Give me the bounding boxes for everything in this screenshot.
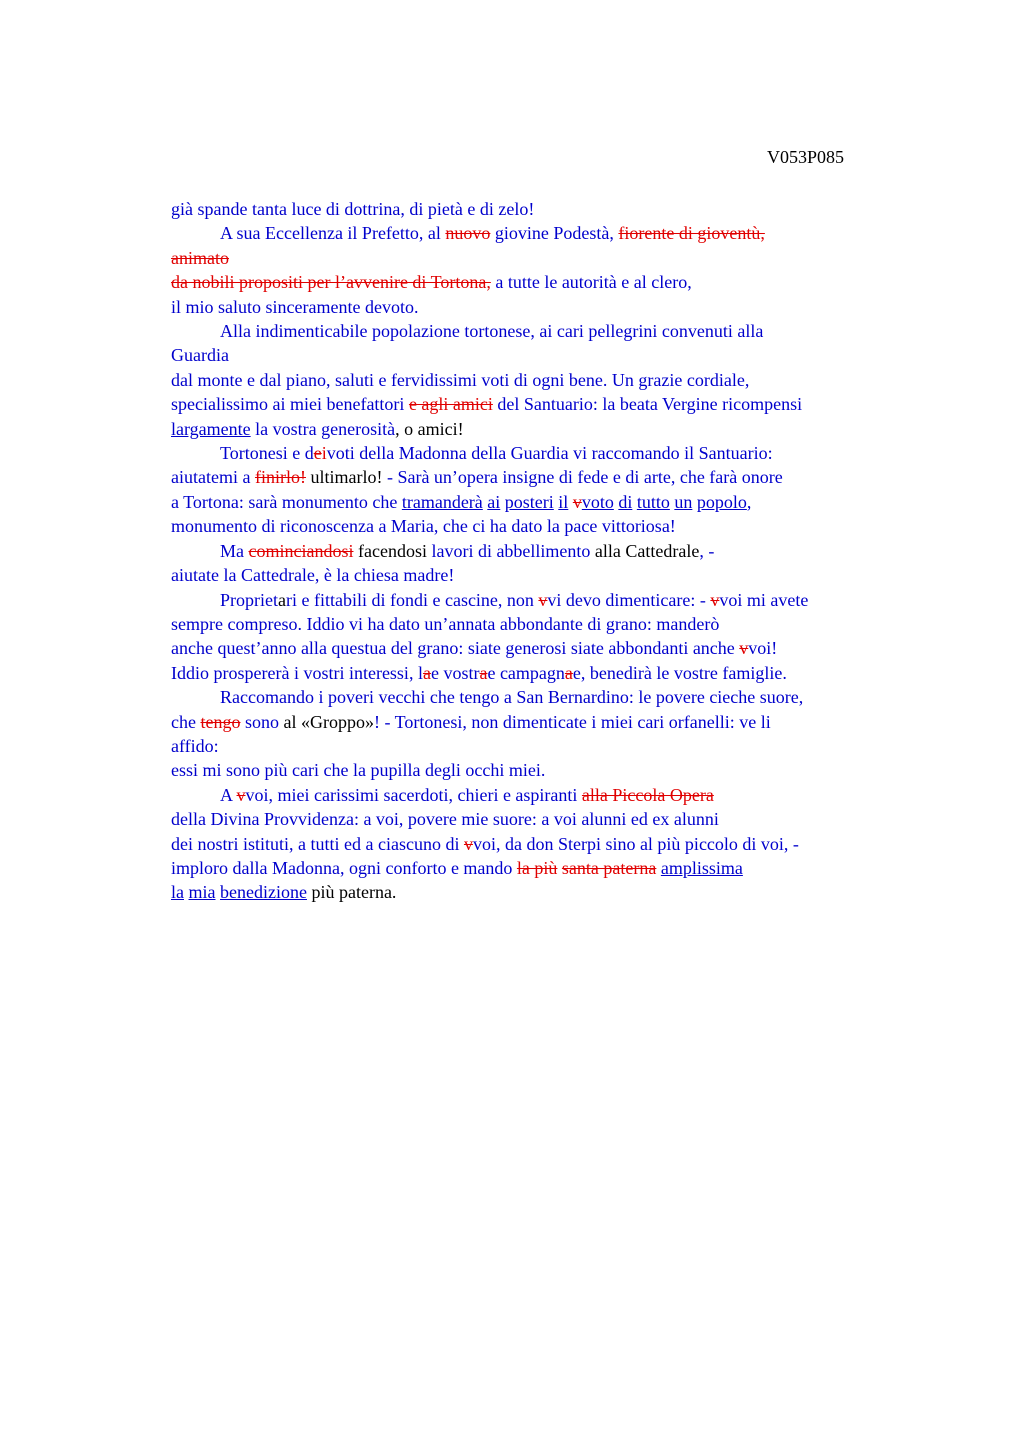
text-line [171, 563, 911, 587]
deleted-text: santa paterna [561, 857, 657, 878]
text-line [171, 880, 911, 904]
inserted-text: ai [487, 491, 501, 512]
deleted-text: da nobili propositi per l’avvenire di Tortona, [171, 272, 491, 293]
text-line [171, 368, 911, 392]
document-body [171, 197, 911, 905]
text-segment: e vostr [430, 662, 480, 683]
text-segment: Raccomando i poveri vecchi che tengo a San Bernardino: le povere cieche suore, [220, 687, 804, 708]
text-segment: monumento di riconoscenza a Maria, che ci ha dato la pace vittoriosa! [171, 516, 676, 537]
text-segment: aiutate la Cattedrale, è la chiesa madre! [171, 565, 455, 586]
text-line [171, 734, 911, 758]
deleted-text: v [710, 589, 720, 610]
text-segment: imploro dalla Madonna, ogni conforto e mando [171, 857, 517, 878]
text-line [171, 392, 911, 416]
text-segment: Guardia [171, 345, 229, 366]
inserted-text: un [674, 491, 693, 512]
text-line [171, 270, 911, 294]
deleted-text: v [236, 784, 246, 805]
text-line [171, 417, 911, 441]
text-segment: , [746, 491, 752, 512]
text-line [171, 490, 911, 514]
text-segment: dei nostri istituti, a tutti ed a ciascuno di [171, 833, 464, 854]
inserted-text: la [171, 882, 184, 903]
page-identifier: V053P085 [766, 147, 844, 167]
text-segment: anche quest’anno alla questua del grano: siate generosi siate abbondanti anche [171, 638, 740, 659]
deleted-text: cominciandosi [248, 540, 354, 561]
text-segment: aiutatemi a [171, 467, 255, 488]
text-segment: voi! [748, 638, 778, 659]
text-segment: Propriet [220, 589, 278, 610]
text-segment: Alla indimenticabile popolazione tortonese, ai cari pellegrini convenuti alla [220, 321, 764, 342]
deleted-text: v [463, 833, 473, 854]
deleted-text: v [572, 491, 582, 512]
inserted-text: di [618, 491, 633, 512]
text-line [171, 514, 911, 538]
text-segment: che [171, 711, 201, 732]
text-line [171, 441, 911, 465]
text-segment: la vostra generosità [250, 418, 396, 439]
text-line [171, 221, 911, 245]
deleted-text: a [422, 662, 431, 683]
text-line [171, 465, 911, 489]
original-text: , o amici! [395, 418, 464, 439]
text-segment: voi mi avete [719, 589, 809, 610]
text-segment: lavori di abbellimento [426, 540, 595, 561]
deleted-text: alla Piccola Opera [581, 784, 714, 805]
deleted-text: e agli amici [408, 394, 493, 415]
deleted-text: a [564, 662, 573, 683]
text-segment: il mio saluto sinceramente devoto. [171, 296, 419, 317]
deleted-text: nuovo [445, 223, 491, 244]
inserted-text: amplissima [660, 857, 743, 878]
text-segment: Iddio prospererà i vostri interessi, l [171, 662, 423, 683]
text-segment: ! - Tortonesi, non dimenticate i miei cari orfanelli: ve li [373, 711, 771, 732]
text-segment: voti della Madonna della Guardia vi raccomando il Santuario: [326, 443, 773, 464]
text-segment: sempre compreso. Iddio vi ha dato un’annata abbondante di grano: manderò [171, 613, 720, 634]
text-segment: essi mi sono più cari che la pupilla degli occhi miei. [171, 760, 546, 781]
inserted-text: tramanderà [401, 491, 483, 512]
text-line [171, 807, 911, 831]
text-segment: ri e fittabili di fondi e cascine, non [286, 589, 539, 610]
text-line [171, 588, 911, 612]
text-line [171, 539, 911, 563]
inserted-text: largamente [171, 418, 251, 439]
text-line [171, 758, 911, 782]
text-segment: giovine Podestà, [490, 223, 619, 244]
text-line [171, 685, 911, 709]
text-segment: del Santuario: la beata Vergine ricompensi [492, 394, 803, 415]
text-segment: , - [699, 540, 715, 561]
text-segment: e campagn [487, 662, 565, 683]
deleted-text: a [479, 662, 488, 683]
text-line [171, 856, 911, 880]
text-segment: specialissimo ai miei benefattori [171, 394, 409, 415]
text-line [171, 710, 911, 734]
inserted-text: mia [188, 882, 216, 903]
original-text: ultimarlo! [305, 467, 383, 488]
deleted-text: v [739, 638, 749, 659]
text-segment: Tortonesi e d [220, 443, 314, 464]
inserted-text: voto [581, 491, 614, 512]
inserted-text: tutto [636, 491, 670, 512]
text-segment: A sua Eccellenza il Prefetto, al [220, 223, 446, 244]
text-segment: già spande tanta luce di dottrina, di pietà e di zelo! [171, 199, 535, 219]
text-line [171, 319, 911, 343]
inserted-text: i [321, 443, 327, 464]
inserted-text: il [558, 491, 569, 512]
text-line [171, 343, 911, 367]
original-text: facendosi [353, 540, 427, 561]
text-segment: a tutte le autorità e al clero, [490, 272, 692, 293]
deleted-text: finirlo! [254, 467, 306, 488]
deleted-text: la più [516, 857, 558, 878]
text-segment: sono [240, 711, 284, 732]
text-segment: vi devo dimenticare: - [547, 589, 711, 610]
text-line [171, 246, 911, 270]
text-segment: voi, miei carissimi sacerdoti, chieri e aspiranti [245, 784, 582, 805]
text-line [171, 197, 911, 221]
text-line [171, 661, 911, 685]
text-line [171, 832, 911, 856]
inserted-text: posteri [504, 491, 554, 512]
text-segment: - Sarà un’opera insigne di fede e di arte, che farà onore [382, 467, 783, 488]
original-text: al «Groppo» [283, 711, 374, 732]
deleted-text: animato [171, 247, 229, 268]
text-line [171, 636, 911, 660]
text-line [171, 295, 911, 319]
inserted-text: popolo [696, 491, 747, 512]
original-text: alla Cattedrale [594, 540, 700, 561]
deleted-text: v [538, 589, 548, 610]
text-line [171, 783, 911, 807]
text-segment: e, benedirà le vostre famiglie. [572, 662, 787, 683]
text-segment: voi, da don Sterpi sino al più piccolo di voi, - [472, 833, 799, 854]
text-segment: A [220, 784, 237, 805]
text-segment: affido: [171, 735, 219, 756]
inserted-text: benedizione [220, 882, 307, 903]
text-segment: della Divina Provvidenza: a voi, povere mie suore: a voi alunni ed ex alunni [171, 809, 719, 830]
deleted-text: e [313, 443, 322, 464]
text-segment: a Tortona: sarà monumento che [171, 491, 402, 512]
text-segment: dal monte e dal piano, saluti e fervidissimi voti di ogni bene. Un grazie cordiale, [171, 369, 750, 390]
text-segment: Ma [220, 540, 249, 561]
text-line [171, 612, 911, 636]
deleted-text: tengo [200, 711, 241, 732]
original-text: a [278, 589, 286, 610]
original-text: più paterna. [306, 882, 397, 903]
deleted-text: fiorente di gioventù, [618, 223, 765, 244]
